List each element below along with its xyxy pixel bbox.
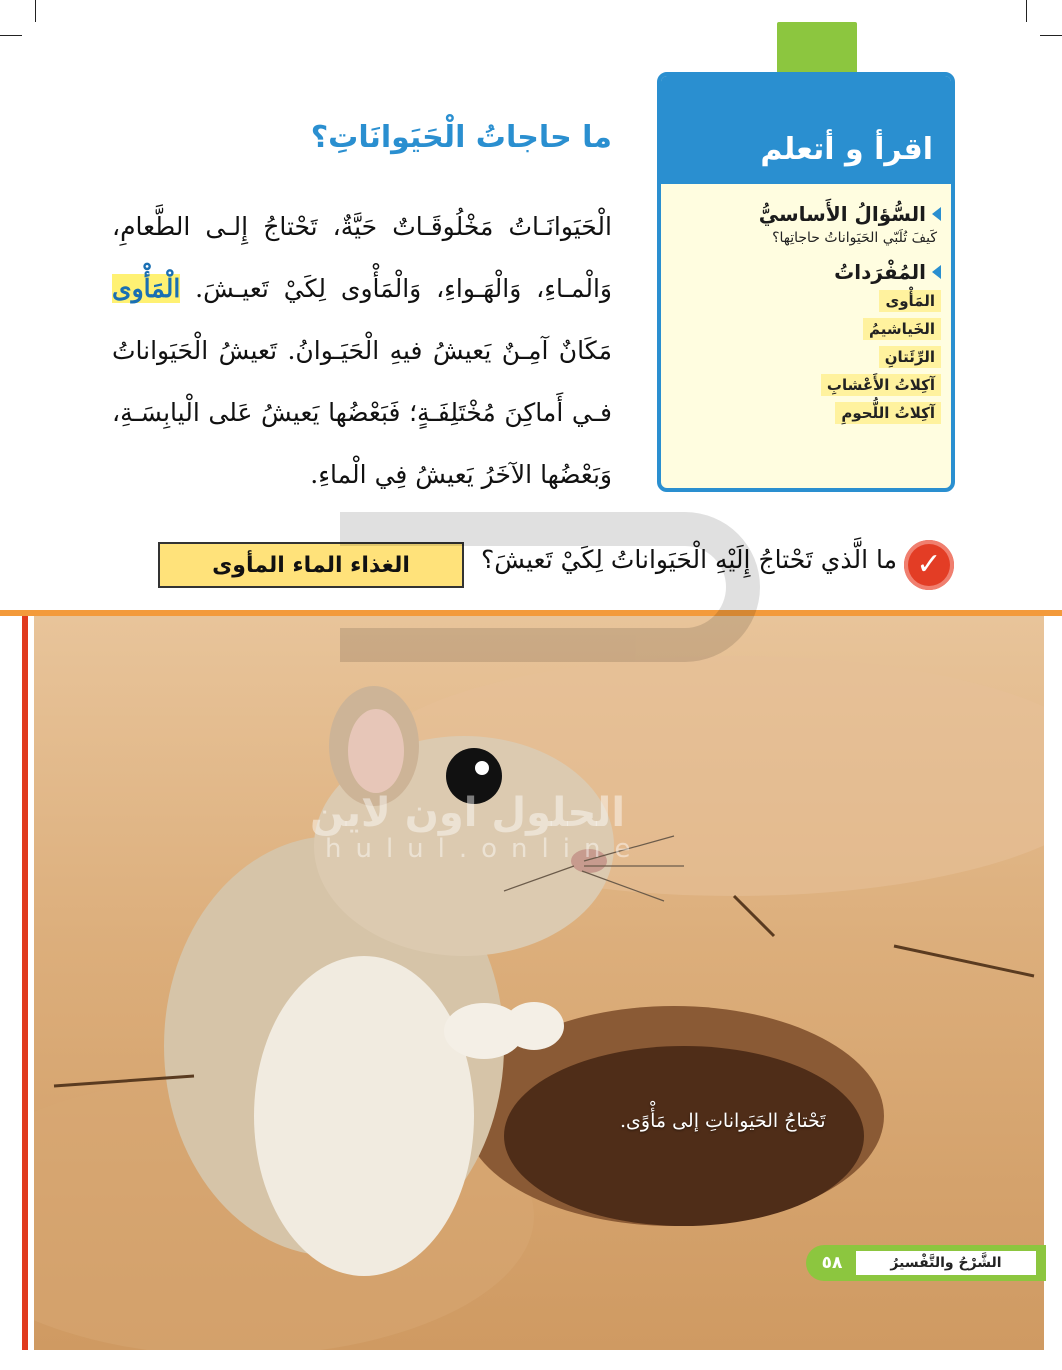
vocabulary-heading: [671, 260, 941, 284]
paragraph-text: الْحَيَوانَـاتُ مَخْلُوقَـاتٌ حَيَّةٌ، تَحْتاجُ إِلـى الطَّعامِ، وَالْمـاءِ، وَالْهَـواءِ، وَالْمَأْوى لِكَيْ تَعيـشَ.: [112, 212, 612, 303]
vocabulary-list: [671, 288, 941, 428]
essential-question-label: السُّؤالُ الأَساسيُّ: [758, 202, 926, 226]
crop-mark: [0, 35, 22, 36]
gerbil-photo: [34, 616, 1044, 1350]
vocabulary-label: المُفْرَداتُ: [834, 260, 926, 284]
card-body: [671, 194, 941, 428]
vocab-item[interactable]: الخَياشيمُ: [863, 318, 941, 340]
section-heading: ما حاجاتُ الْحَيَوانَاتِ؟: [310, 120, 612, 155]
watermark-logo: [340, 512, 760, 662]
triangle-bullet-icon: [932, 207, 941, 221]
crop-mark: [1040, 35, 1062, 36]
essential-question-text: كَيفَ تُلَبّي الحَيَواناتُ حاجاتِها؟: [772, 230, 937, 246]
photo-caption: تَحْتاجُ الحَيَواناتِ إلى مَأْوًى.: [620, 1110, 826, 1132]
crop-mark: [1026, 0, 1027, 22]
highlighted-term[interactable]: الْمَأْوى: [112, 274, 181, 303]
card-title: اقرأ و أتعلم: [760, 132, 933, 167]
section-label: الشَّرْحُ والتَّفْسيرُ: [856, 1251, 1036, 1275]
vocab-item[interactable]: آكِلاتُ الأَعْشابِ: [821, 374, 941, 396]
card-header: [661, 76, 951, 184]
body-paragraph: [112, 196, 612, 506]
watermark-url: hulul.online: [325, 834, 645, 864]
crop-mark: [35, 0, 36, 22]
answer-field[interactable]: الغذاء الماء المأوى: [158, 542, 464, 588]
gerbil-illustration: [34, 616, 1044, 1350]
check-question: ما الَّذي تَحْتاجُ إِلَيْهِ الْحَيَواناتُ لِكَيْ تَعيشَ؟: [480, 545, 897, 574]
vocab-item[interactable]: الرِّئَتانِ: [879, 346, 941, 368]
checkmark-icon: ✓: [904, 540, 954, 590]
vocab-item[interactable]: المَأْوى: [879, 290, 941, 312]
gerbil-paw: [504, 1002, 564, 1050]
triangle-bullet-icon: [932, 265, 941, 279]
watermark-text: الحلول اون لاين: [310, 790, 626, 836]
page-number: ٥٨: [821, 1253, 843, 1273]
side-accent-bar: [22, 616, 28, 1350]
essential-question-heading: [671, 202, 941, 226]
paragraph-text: مَكَانٌ آمِـنٌ يَعيشُ فيهِ الْحَيَـوانُ. تَعيشُ الْحَيَواناتُ فـي أَماكِنَ مُخْتَلِفَـةٍ؛ فَبَعْضُها يَعيشُ عَلى الْيابِسَـةِ، وَبَعْضُها الآخَرُ يَعيشُ فِي الْماءِ.: [112, 336, 612, 489]
read-and-learn-card: [657, 72, 955, 492]
vocab-item[interactable]: آكِلاتُ اللُّحومِ: [835, 402, 941, 424]
